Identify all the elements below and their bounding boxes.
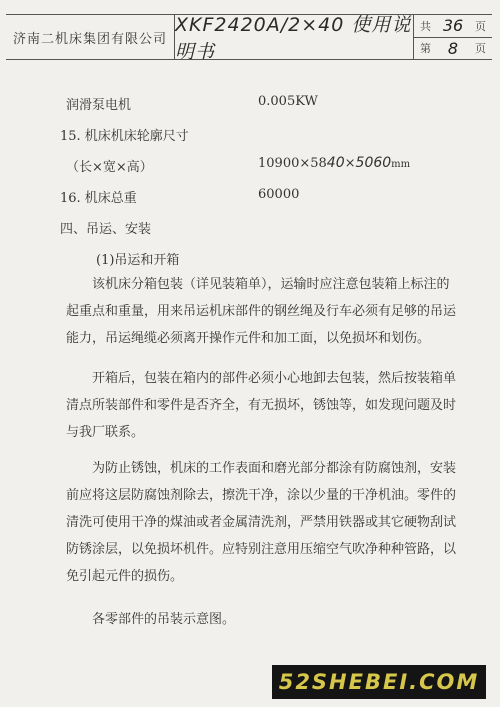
pump-motor-value: 0.005KW <box>258 94 318 109</box>
site-watermark <box>272 665 486 699</box>
total-pages: 36 <box>442 16 464 36</box>
paragraph-transport: 该机床分箱包装（详见装箱单），运输时应注意包装箱上标注的起重点和重量，用来吊运机床部件的钢丝绳及行车必须有足够的吊运能力，吊运绳缆必须离开操作元件和加工面，以免损坏和划伤。 <box>66 277 457 346</box>
outline-value-a: 10900×58 <box>258 156 327 171</box>
weight-value: 60000 <box>258 187 300 202</box>
outline-heading: 15. 机床机床轮廓尺寸 <box>60 129 189 144</box>
section-subheading: (1)吊运和开箱 <box>96 253 180 268</box>
manual-title: XKF2420A/2×40 使用说明书 <box>175 15 414 59</box>
paragraph-lifting-diagrams: 各零部件的吊装示意图。 <box>92 612 236 627</box>
outline-value-unit: mm <box>391 159 411 170</box>
page-label-post: 页 <box>475 42 486 56</box>
page-label-pre: 第 <box>420 42 431 56</box>
watermark-text: 52SHEBEI.COM <box>278 670 480 694</box>
paragraph-unpacking: 开箱后，包装在箱内的部件必须小心地卸去包装，然后按装箱单清点所装部件和零件是否齐全，有无损坏，锈蚀等，如发现问题及时与我厂联系。 <box>66 371 457 440</box>
outline-value-b: × <box>344 156 356 171</box>
total-label-pre: 共 <box>420 19 431 33</box>
outline-value-hand1: 40 <box>326 155 345 171</box>
pump-motor-label: 润滑泵电机 <box>66 98 132 113</box>
total-label-post: 页 <box>474 19 486 33</box>
section-heading: 四、吊运、安装 <box>60 222 152 237</box>
weight-label: 16. 机床总重 <box>60 191 137 206</box>
outline-sub: （长×宽×高） <box>66 160 153 175</box>
outline-value <box>258 155 410 171</box>
paragraph-rust-protection: 为防止锈蚀，机床的工作表面和磨光部分都涂有防腐蚀剂，安装前应将这层防腐蚀剂除去，擦洗干净，涂以少量的干净机油。零件的清洗可使用干净的煤油或者金属清洗剂，严禁用铁器或其它硬物刮试防锈涂层，以免损坏机件。应特别注意用压缩空气吹净种种管路，以免引起元件的损伤。 <box>66 461 457 584</box>
company-name: 济南二机床集团有限公司 <box>6 15 175 59</box>
outline-value-hand2: 5060 <box>355 155 392 171</box>
page-number: 8 <box>447 38 459 58</box>
